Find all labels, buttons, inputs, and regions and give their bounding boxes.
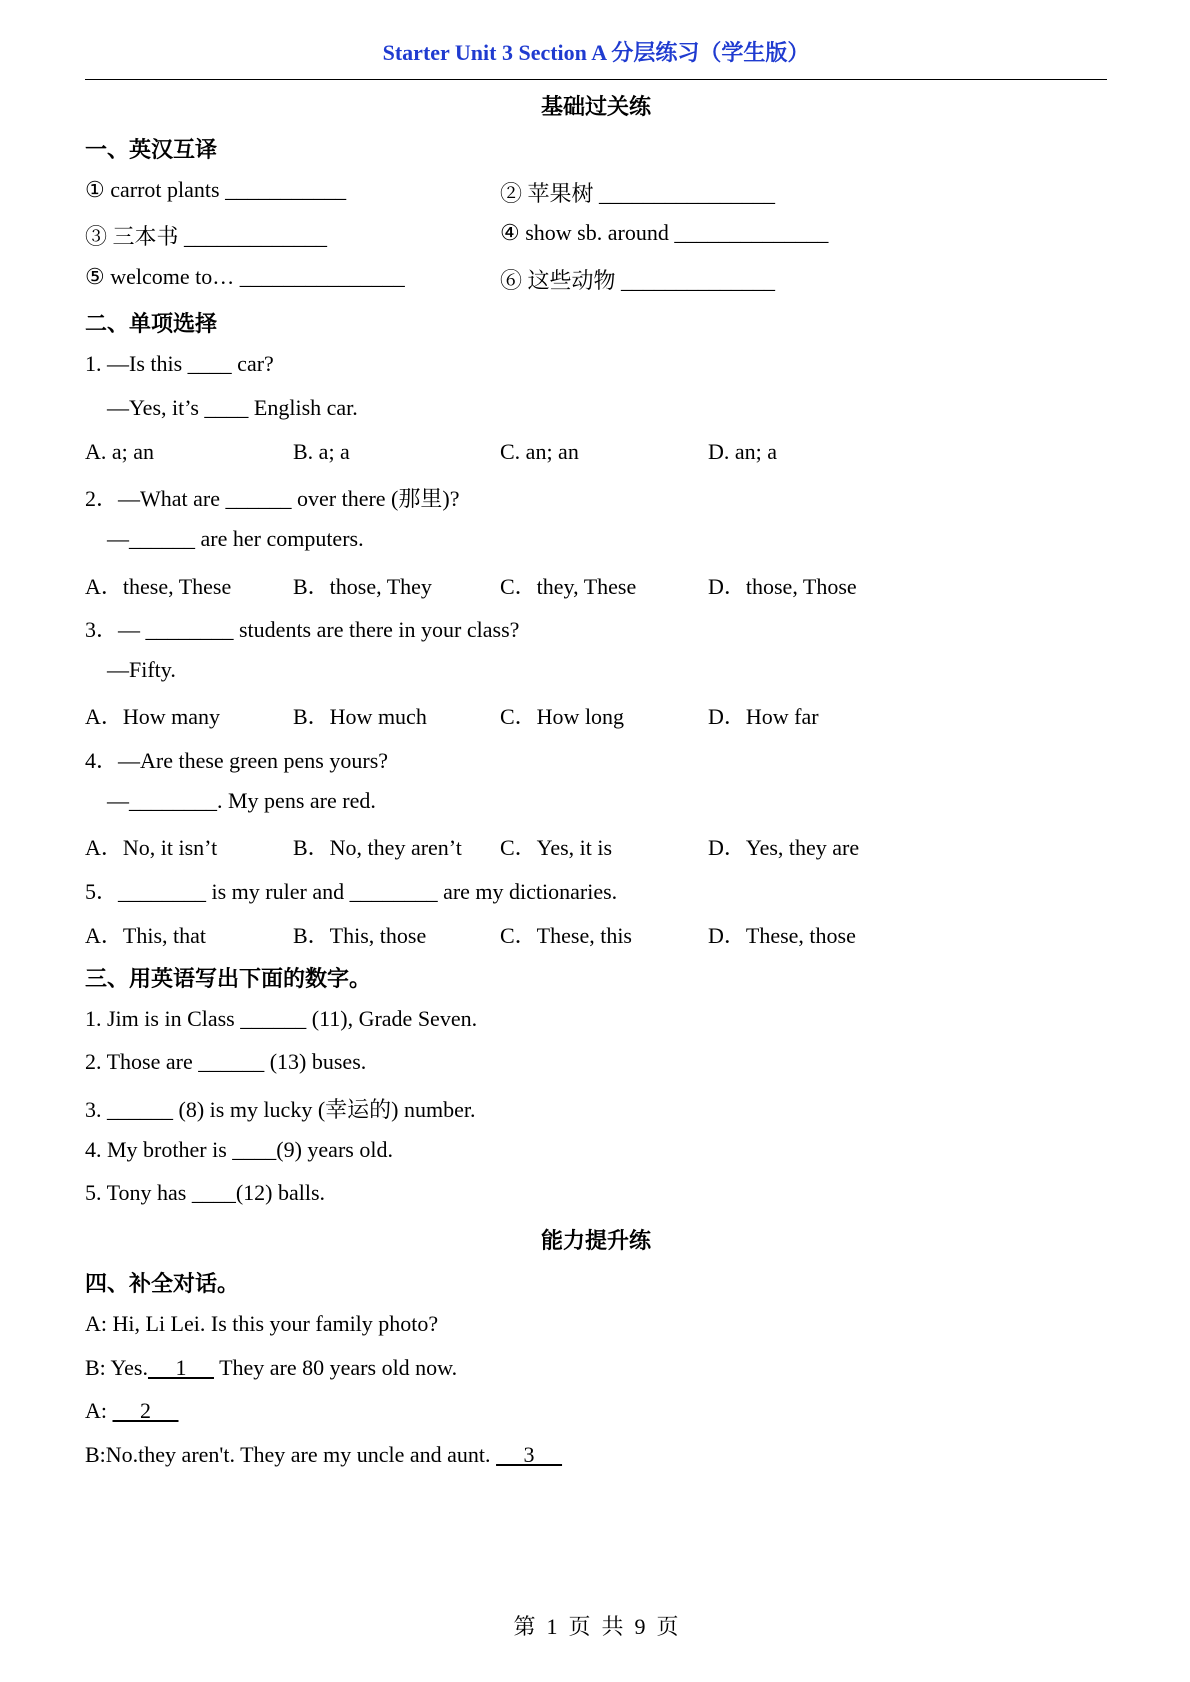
- translation-item-6: ⑥ 这些动物 ______________: [500, 268, 776, 293]
- document-page: [85, 0, 1107, 1682]
- translation-item-4: ④ show sb. around ______________: [500, 220, 829, 245]
- dialogue-line-1: A: Hi, Li Lei. Is this your family photo?: [85, 1311, 439, 1336]
- question-1-option-b: B. a; a: [293, 439, 350, 464]
- document-header-title: Starter Unit 3 Section A 分层练习（学生版）: [382, 40, 810, 65]
- question-2-option-a: A．these, These: [85, 574, 232, 599]
- dialogue-line-3-start: A:: [85, 1398, 113, 1423]
- advanced-practice-heading: 能力提升练: [540, 1228, 651, 1253]
- question-1-option-a: A. a; an: [85, 439, 155, 464]
- question-3-line-2: —Fifty.: [107, 657, 176, 682]
- question-4-line-2: —________. My pens are red.: [107, 788, 376, 813]
- dialogue-line-4: [85, 1442, 562, 1468]
- question-1-option-c: C. an; an: [500, 439, 579, 464]
- section-1-title: 一、英汉互译: [85, 137, 218, 162]
- question-4-line-1: 4．—Are these green pens yours?: [85, 748, 389, 773]
- question-1-line-1: 1. —Is this ____ car?: [85, 351, 274, 376]
- dialogue-line-3: [85, 1398, 179, 1424]
- question-2-option-c: C．they, These: [500, 574, 637, 599]
- number-item-2: 2. Those are ______ (13) buses.: [85, 1049, 367, 1074]
- number-item-4: 4. My brother is ____(9) years old.: [85, 1137, 393, 1162]
- question-5-option-b: B．This, those: [293, 923, 427, 948]
- question-5-option-d: D．These, those: [708, 923, 856, 948]
- section-4-title: 四、补全对话。: [85, 1271, 240, 1296]
- question-3-option-b: B．How much: [293, 704, 427, 729]
- question-5-option-c: C．These, this: [500, 923, 632, 948]
- question-2-line-1: 2．—What are ______ over there (那里)?: [85, 486, 460, 511]
- dialogue-line-4-start: B:No.they aren't. They are my uncle and aunt.: [85, 1442, 497, 1467]
- number-item-5: 5. Tony has ____(12) balls.: [85, 1180, 326, 1205]
- question-3-option-c: C．How long: [500, 704, 625, 729]
- question-4-option-a: A．No, it isn’t: [85, 835, 218, 860]
- question-3-line-1: 3．— ________ students are there in your class?: [85, 617, 520, 642]
- number-item-1: 1. Jim is in Class ______ (11), Grade Seven.: [85, 1006, 478, 1031]
- question-5-option-a: A．This, that: [85, 923, 206, 948]
- page-footer: 第 1 页 共 9 页: [513, 1614, 679, 1639]
- translation-item-3: ③ 三本书 _____________: [85, 224, 328, 249]
- dialogue-blank-1: 1: [147, 1355, 214, 1380]
- question-3-option-d: D．How far: [708, 704, 819, 729]
- translation-item-2: ② 苹果树 ________________: [500, 181, 776, 206]
- dialogue-line-2-start: B: Yes.: [85, 1355, 148, 1380]
- question-2-option-d: D．those, Those: [708, 574, 857, 599]
- question-1-line-2: —Yes, it’s ____ English car.: [107, 395, 358, 420]
- number-item-3: 3. ______ (8) is my lucky (幸运的) number.: [85, 1097, 476, 1122]
- basic-practice-heading: 基础过关练: [540, 94, 651, 119]
- question-3-option-a: A．How many: [85, 704, 221, 729]
- section-2-title: 二、单项选择: [85, 311, 218, 336]
- question-4-option-d: D．Yes, they are: [708, 835, 860, 860]
- dialogue-blank-2: 2: [112, 1398, 179, 1423]
- translation-item-1: ① carrot plants ___________: [85, 177, 347, 202]
- header-divider: [85, 79, 1107, 80]
- dialogue-line-2: [85, 1355, 457, 1381]
- translation-item-5: ⑤ welcome to… _______________: [85, 264, 405, 289]
- dialogue-blank-3: 3: [496, 1442, 563, 1467]
- question-2-option-b: B．those, They: [293, 574, 432, 599]
- section-3-title: 三、用英语写出下面的数字。: [85, 966, 372, 991]
- question-1-option-d: D. an; a: [708, 439, 778, 464]
- question-4-option-c: C．Yes, it is: [500, 835, 613, 860]
- question-2-line-2: —______ are her computers.: [107, 526, 364, 551]
- question-4-option-b: B．No, they aren’t: [293, 835, 462, 860]
- question-5-line-1: 5．________ is my ruler and ________ are my dictionaries.: [85, 879, 618, 904]
- dialogue-line-2-end: They are 80 years old now.: [213, 1355, 458, 1380]
